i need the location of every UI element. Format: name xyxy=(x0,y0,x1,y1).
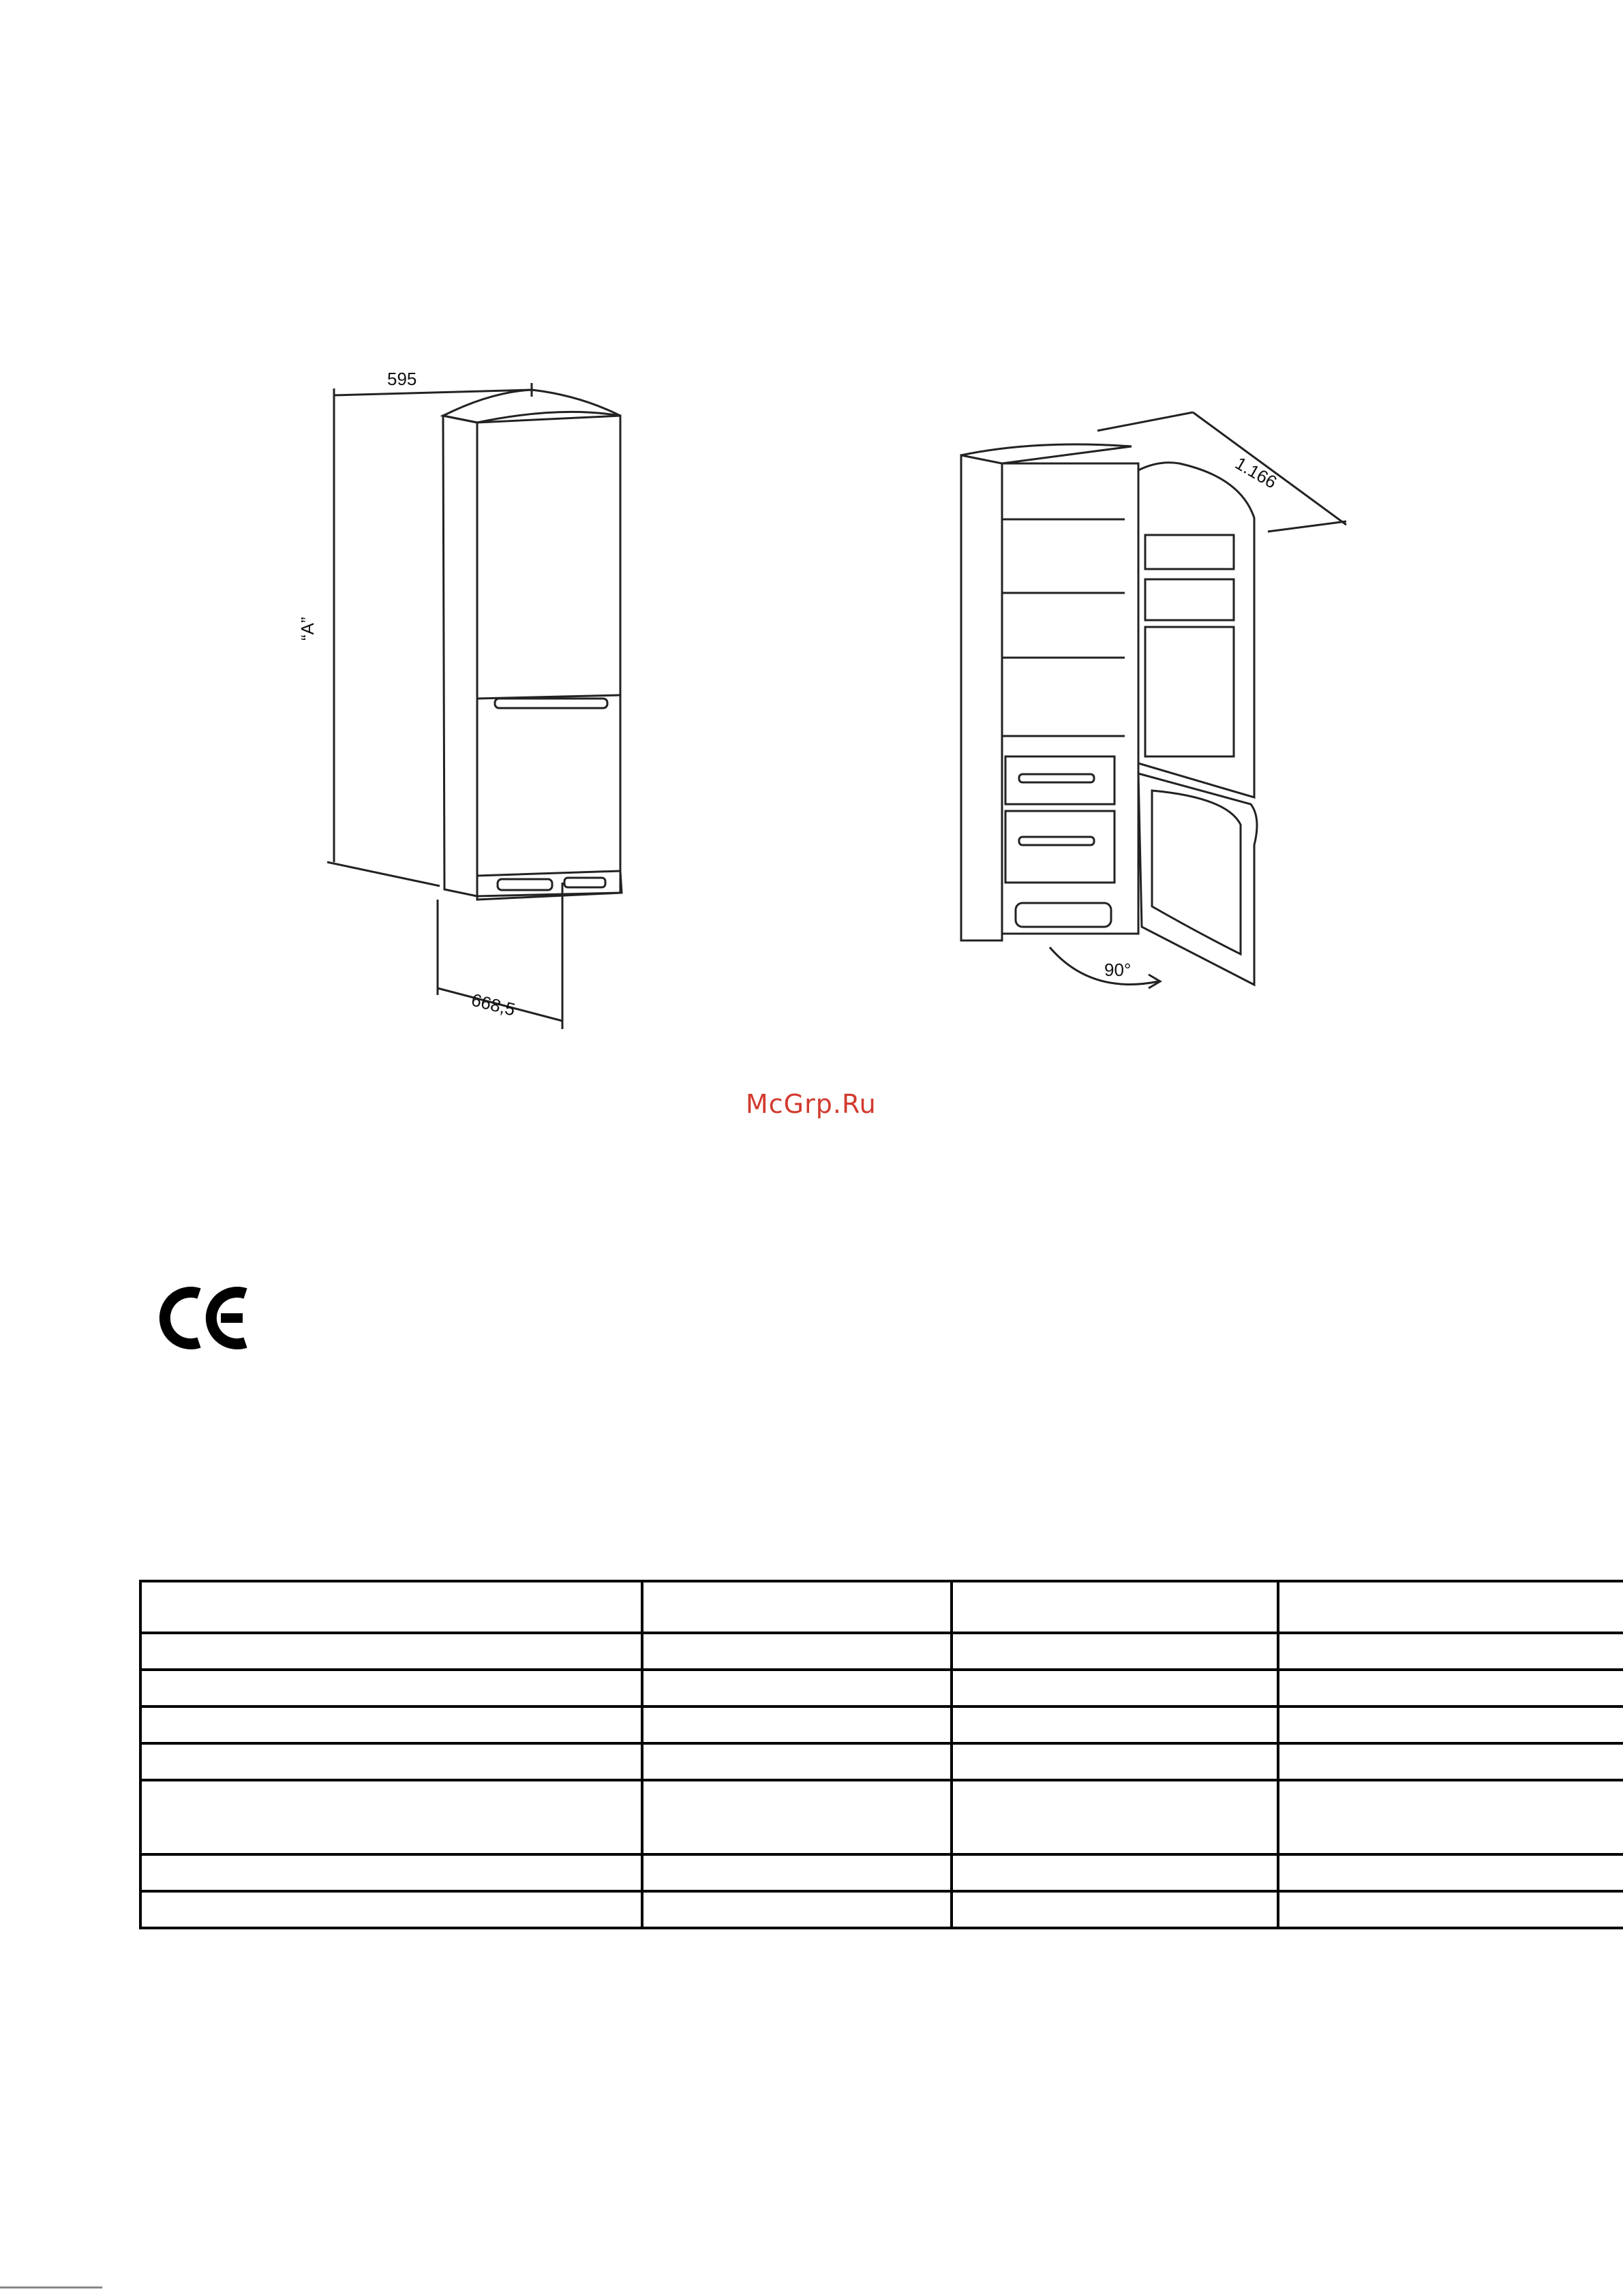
door-span-label: 1.166 xyxy=(1232,453,1281,493)
table-header-row xyxy=(140,1581,1623,1633)
table-cell xyxy=(1278,1670,1623,1706)
table-cell xyxy=(1278,1743,1623,1780)
ce-mark-icon xyxy=(158,1284,254,1356)
table-cell xyxy=(642,1780,952,1854)
table-cell xyxy=(1278,1706,1623,1743)
depth-label: 668,5 xyxy=(469,989,517,1020)
table-cell xyxy=(952,1743,1279,1780)
closed-fridge-drawing xyxy=(286,354,641,1043)
table-cell xyxy=(952,1581,1279,1633)
table-cell xyxy=(952,1670,1279,1706)
table-row xyxy=(140,1854,1623,1891)
spec-table xyxy=(139,1580,1623,1929)
table-cell xyxy=(140,1706,642,1743)
table-cell xyxy=(140,1670,642,1706)
table-row xyxy=(140,1633,1623,1670)
table-row xyxy=(140,1891,1623,1928)
table-cell xyxy=(642,1706,952,1743)
table-cell xyxy=(642,1670,952,1706)
table-cell xyxy=(140,1891,642,1928)
table-cell xyxy=(952,1633,1279,1670)
open-fridge-drawing xyxy=(941,409,1363,1022)
table-cell xyxy=(1278,1891,1623,1928)
table-cell xyxy=(642,1743,952,1780)
table-cell xyxy=(642,1633,952,1670)
table-cell xyxy=(952,1891,1279,1928)
watermark: McGrp.Ru xyxy=(746,1089,877,1119)
table-cell xyxy=(1278,1854,1623,1891)
table-cell xyxy=(1278,1633,1623,1670)
table-row xyxy=(140,1706,1623,1743)
table-cell xyxy=(140,1581,642,1633)
table-cell xyxy=(952,1706,1279,1743)
table-row xyxy=(140,1780,1623,1854)
table-cell xyxy=(642,1891,952,1928)
height-label: “A” xyxy=(297,617,318,641)
table-cell xyxy=(140,1743,642,1780)
table-cell xyxy=(642,1581,952,1633)
page-edge-rule xyxy=(0,2286,102,2289)
table-cell xyxy=(140,1633,642,1670)
width-label: 595 xyxy=(387,369,417,389)
angle-label: 90° xyxy=(1104,960,1132,980)
table-row xyxy=(140,1670,1623,1706)
table-cell xyxy=(140,1854,642,1891)
table-cell xyxy=(642,1854,952,1891)
table-cell xyxy=(1278,1581,1623,1633)
ce-logo xyxy=(158,1284,254,1352)
figure-closed-fridge xyxy=(286,354,641,1043)
table-cell xyxy=(952,1780,1279,1854)
table-cell xyxy=(140,1780,642,1854)
table-row xyxy=(140,1743,1623,1780)
table-cell xyxy=(952,1854,1279,1891)
table-cell xyxy=(1278,1780,1623,1854)
figure-open-fridge xyxy=(941,409,1363,1022)
